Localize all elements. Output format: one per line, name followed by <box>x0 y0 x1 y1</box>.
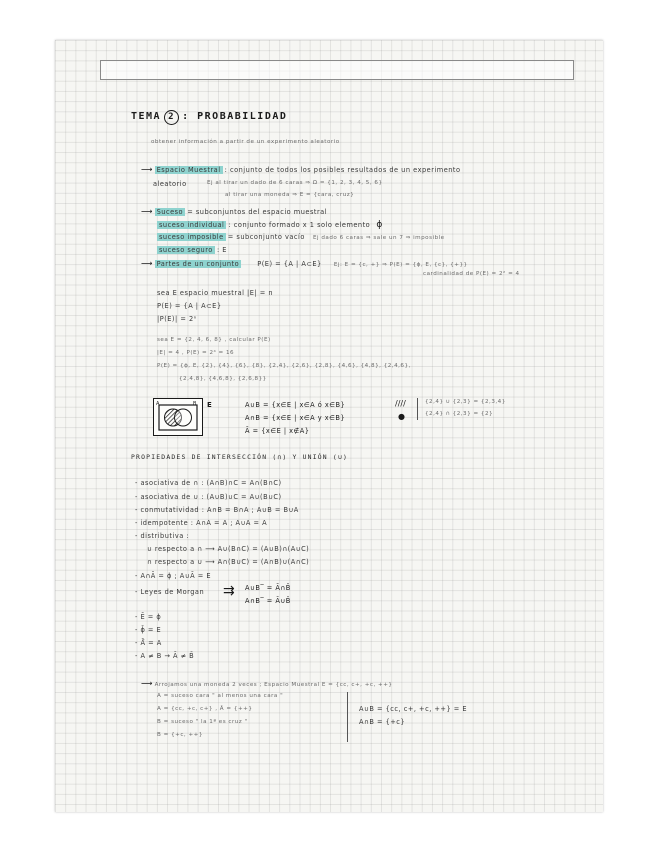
espacio-label: Espacio Muestral <box>156 166 221 174</box>
notebook-page <box>55 40 603 812</box>
def-imposible-row <box>157 234 445 242</box>
venn-union: A∪B = {x∈E | x∈A ó x∈B} <box>245 401 346 409</box>
venn-label-a: A <box>156 401 160 407</box>
header-box <box>100 60 574 80</box>
property-item: - asociativa de ∩ : (A∩B)∩C = A∩(B∩C) <box>135 479 282 487</box>
property-item: - idempotente : A∩A = A ; A∪A = A <box>135 519 268 527</box>
def-seguro-row <box>157 247 227 254</box>
notes-bracket <box>417 398 418 420</box>
property-item: ∪ respecto a ∩ ⟶ A∪(B∩C) = (A∪B)∩(A∪C) <box>147 545 310 553</box>
espacio-example-1: Ej al tirar un dado de 6 caras ⇒ Ω = {1, 2, 3, 4, 5, 6} <box>207 180 383 186</box>
def-suceso-row <box>141 208 327 216</box>
page-title <box>131 110 287 125</box>
property-item: - A∩Ā = ϕ ; A∪Ā = E <box>135 572 212 580</box>
morgan-law-1: A∪B‾ = Ā∩B̄ <box>245 584 291 592</box>
sea-line-3: |P(E)| = 2ⁿ <box>157 315 197 323</box>
espacio-example-2: al tirar una moneda ⇒ E = {cara, cruz} <box>225 192 355 198</box>
property-item: - conmutatividad : A∩B = B∩A ; A∪B = B∪A <box>135 506 299 514</box>
example-line-2: |E| = 4 , P(E) = 2⁴ = 16 <box>157 350 235 356</box>
phi-symbol: ϕ <box>376 220 383 230</box>
arrow-icon: ⟶ <box>141 165 153 174</box>
sea-line-2: P(E) = {A | A⊂E} <box>157 302 222 310</box>
example-line-3: P(E) = {ϕ, E, {2}, {4}, {6}, {8}, {2,4}, {2,6}, {2,8}, {4,6}, {4,8}, {2,4,6}, <box>157 363 411 369</box>
example-line-4: {2,4,8}, {4,6,8}, {2,6,8}} <box>179 376 267 382</box>
partes-formula: P(E) = {A | A⊂E} <box>257 260 322 268</box>
imposible-example: Ej dado 6 caras ⇒ sale un 7 ⇒ imposible <box>313 235 445 241</box>
coin-a-set: A = {cc, +c, c+} , Ā = {++} <box>157 706 253 712</box>
espacio-text: : conjunto de todos los posibles resultados de un experimento <box>224 166 461 174</box>
property-item: - Leyes de Morgan <box>135 588 205 596</box>
morgan-brace-icon: ⇉ <box>223 583 235 599</box>
arrow-icon: ⟶ <box>141 679 153 688</box>
seguro-text: : E <box>216 246 227 254</box>
property-item: - A ≠ B → Ā ≠ B̄ <box>135 652 195 660</box>
coin-b-def: B = suceso " la 1ª es cruz " <box>157 719 248 725</box>
elemental-text: : conjunto formado x 1 solo elemento <box>228 221 371 229</box>
coin-b-set: B = {+c, ++} <box>157 732 203 738</box>
morgan-law-2: A∩B‾ = Ā∪B̄ <box>245 597 291 605</box>
seguro-label: suceso seguro <box>159 246 213 254</box>
elemental-label: suceso individual <box>159 221 225 229</box>
coin-bracket <box>347 692 348 742</box>
partes-example: Ej: E = {c, +} ⇒ P(E) = {ϕ, E, {c}, {+}} <box>333 262 468 268</box>
def-elemental-row <box>157 221 382 230</box>
arrow-icon: ⟶ <box>141 259 153 268</box>
suceso-text: = subconjuntos del espacio muestral <box>187 208 328 216</box>
property-item: - Ā̄ = A <box>135 639 162 647</box>
coin-intro: Arrojamos una moneda 2 veces ; Espacio Muestral E = {cc, c+, +c, ++} <box>154 682 393 688</box>
def-partes-row <box>141 260 468 269</box>
suceso-label: Suceso <box>156 208 184 216</box>
title-number: 2 <box>164 110 179 125</box>
property-item: - distributiva : <box>135 532 190 540</box>
venn-note-2: {2,4} ∩ {2,3} = {2} <box>425 411 494 417</box>
coin-intersection: A∩B = {+c} <box>359 718 406 726</box>
partes-label: Partes de un conjunto <box>156 260 240 268</box>
example-line-1: sea E = {2, 4, 6, 8} , calcular P(E) <box>157 337 271 343</box>
properties-heading: PROPIEDADES DE INTERSECCIÓN (∩) Y UNIÓN (∪) <box>131 453 349 461</box>
partes-cardinality: cardinalidad de P(E) = 2² = 4 <box>423 271 520 277</box>
arrow-icon: ⟶ <box>141 207 153 216</box>
coin-a-def: A = suceso cara " al menos una cara " <box>157 693 284 699</box>
venn-complement: Ā = {x∈E | x∉A} <box>245 427 310 435</box>
coin-union: A∪B = {cc, c+, +c, ++} = E <box>359 705 468 713</box>
property-item: ∩ respecto a ∪ ⟶ A∩(B∪C) = (A∩B)∪(A∩C) <box>147 558 310 566</box>
sea-line-1: sea E espacio muestral |E| = n <box>157 289 274 297</box>
subtitle: obtener información a partir de un experimento aleatorio <box>151 139 340 145</box>
property-item: - Ē = ϕ <box>135 613 162 621</box>
espacio-text2: aleatorio <box>153 180 187 188</box>
venn-intersection: A∩B = {x∈E | x∈A y x∈B} <box>245 414 346 422</box>
hatch-mark-icon: //// <box>395 399 406 408</box>
property-item: - asociativa de ∪ : (A∪B)∪C = A∪(B∪C) <box>135 493 282 501</box>
venn-label-b: B <box>193 401 197 407</box>
imposible-label: suceso imposible <box>159 233 224 241</box>
imposible-text: = subconjunto vacío <box>227 233 305 241</box>
title-suffix: : PROBABILIDAD <box>182 111 288 122</box>
lens-mark-icon: ● <box>398 412 405 421</box>
venn-label-e: E <box>207 401 212 409</box>
def-espacio-row <box>141 166 461 174</box>
property-item: - ϕ̄ = E <box>135 626 162 634</box>
coin-intro-row <box>141 680 392 689</box>
venn-note-1: {2,4} ∪ {2,3} = {2,3,4} <box>425 399 506 405</box>
title-prefix: TEMA <box>131 111 162 122</box>
